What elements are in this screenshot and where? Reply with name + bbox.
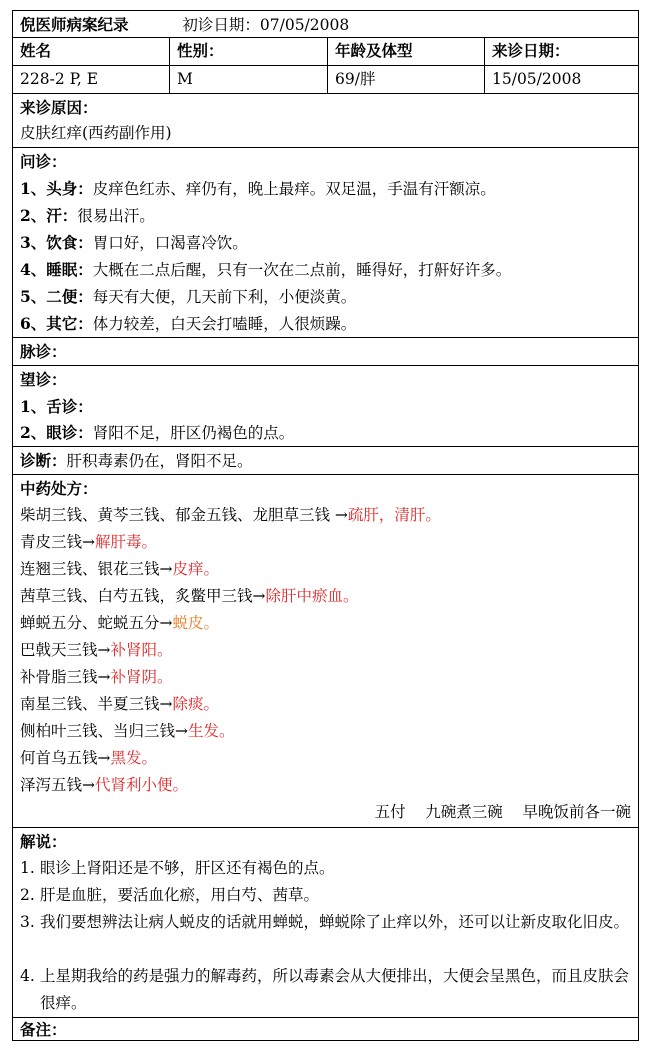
reason-text: 皮肤红痒(西药副作用) (20, 124, 172, 142)
inquiry-item: 5、二便：每天有大便，几天前下利，小便淡黄。 (20, 287, 357, 306)
explanation-item: 3. 我们要想辨法让病人蜕皮的话就用蝉蜕，蝉蜕除了止痒以外，还可以让新皮取化旧皮。 (20, 913, 630, 931)
name-value: 228-2 P, E (20, 70, 99, 88)
prescription-line: 巴戟天三钱→补肾阳。 (20, 641, 173, 659)
explanation-item: 2. 肝是血脏，要活血化瘀，用白芍、茜草。 (20, 886, 320, 904)
inquiry-item: 3、饮食：胃口好，口渴喜冷饮。 (20, 233, 248, 252)
reason-label: 来诊原因： (20, 98, 98, 117)
remarks-label: 备注： (20, 1020, 67, 1039)
record-title: 倪医师病案纪录 (20, 15, 129, 34)
prescription-line: 柴胡三钱、黄芩三钱、郁金五钱、龙胆草三钱 →疏肝，清肝。 (20, 506, 441, 524)
diagnosis-text: 肝积毒素仍在，肾阳不足。 (66, 452, 253, 470)
case-record-sheet (12, 10, 639, 1041)
inquiry-label: 问诊： (20, 152, 67, 171)
prescription-line: 蝉蜕五分、蛇蜕五分→蜕皮。 (20, 614, 220, 632)
prescription-line: 补骨脂三钱→补肾阴。 (20, 668, 173, 686)
inquiry-item: 1、头身：皮痒色红赤、痒仍有，晚上最痒。双足温，手温有汗额凉。 (20, 179, 496, 198)
prescription-line: 南星三钱、半夏三钱→除痰。 (20, 695, 220, 713)
name-header: 姓名 (20, 41, 52, 60)
inspection-section (13, 366, 638, 447)
visit-date-header: 来诊日期： (484, 38, 638, 65)
gender-header: 性别： (169, 38, 327, 65)
prescription-section (13, 475, 638, 828)
tongue-label: 1、舌诊： (20, 397, 93, 416)
eye-exam: 2、眼诊：肾阳不足，肝区仍褐色的点。 (20, 423, 295, 442)
dosage-instructions: 五付 九碗煮三碗 早晚饭前各一碗 (374, 803, 631, 821)
prescription-line: 何首乌五钱→黑发。 (20, 749, 158, 767)
visit-date-value: 15/05/2008 (484, 66, 638, 93)
prescription-line: 连翘三钱、银花三钱→皮痒。 (20, 560, 220, 578)
info-header-row (13, 38, 638, 66)
gender-value: M (169, 66, 327, 93)
inspection-label: 望诊： (20, 370, 67, 389)
inquiry-item: 4、睡眠：大概在二点后醒，只有一次在二点前，睡得好，打鼾好许多。 (20, 260, 512, 279)
inquiry-item: 6、其它：体力较差，白天会打嗑睡，人很烦躁。 (20, 314, 357, 333)
pulse-section (13, 338, 638, 366)
title-row (13, 11, 638, 38)
prescription-label: 中药处方： (20, 479, 98, 498)
diagnosis-label: 诊断： (20, 451, 67, 470)
prescription-line: 茜草三钱、白芍五钱，炙鳖甲三钱→除肝中瘀血。 (20, 587, 359, 605)
remarks-section (13, 1018, 638, 1040)
explanation-label: 解说： (20, 832, 67, 851)
first-visit-date: 初诊日期：07/05/2008 (182, 16, 350, 34)
reason-section (13, 94, 638, 148)
inquiry-item: 2、汗：很易出汗。 (20, 206, 155, 225)
age-build-header: 年龄及体型 (327, 38, 484, 65)
explanation-section (13, 828, 638, 1018)
pulse-label: 脉诊： (20, 342, 67, 361)
age-build-value: 69/胖 (327, 66, 484, 93)
info-value-row (13, 66, 638, 94)
inquiry-section (13, 148, 638, 338)
prescription-line: 青皮三钱→解肝毒。 (20, 533, 158, 551)
diagnosis-section (13, 447, 638, 475)
explanation-item: 1. 眼诊上肾阳还是不够，肝区还有褐色的点。 (20, 859, 335, 877)
explanation-item: 4. 上星期我给的药是强力的解毒药，所以毒素会从大便排出，大便会呈黑色，而且皮肤会很痒。 (20, 967, 630, 1012)
prescription-line: 侧柏叶三钱、当归三钱→生发。 (20, 722, 235, 740)
prescription-line: 泽泻五钱→代肾利小便。 (20, 776, 189, 794)
